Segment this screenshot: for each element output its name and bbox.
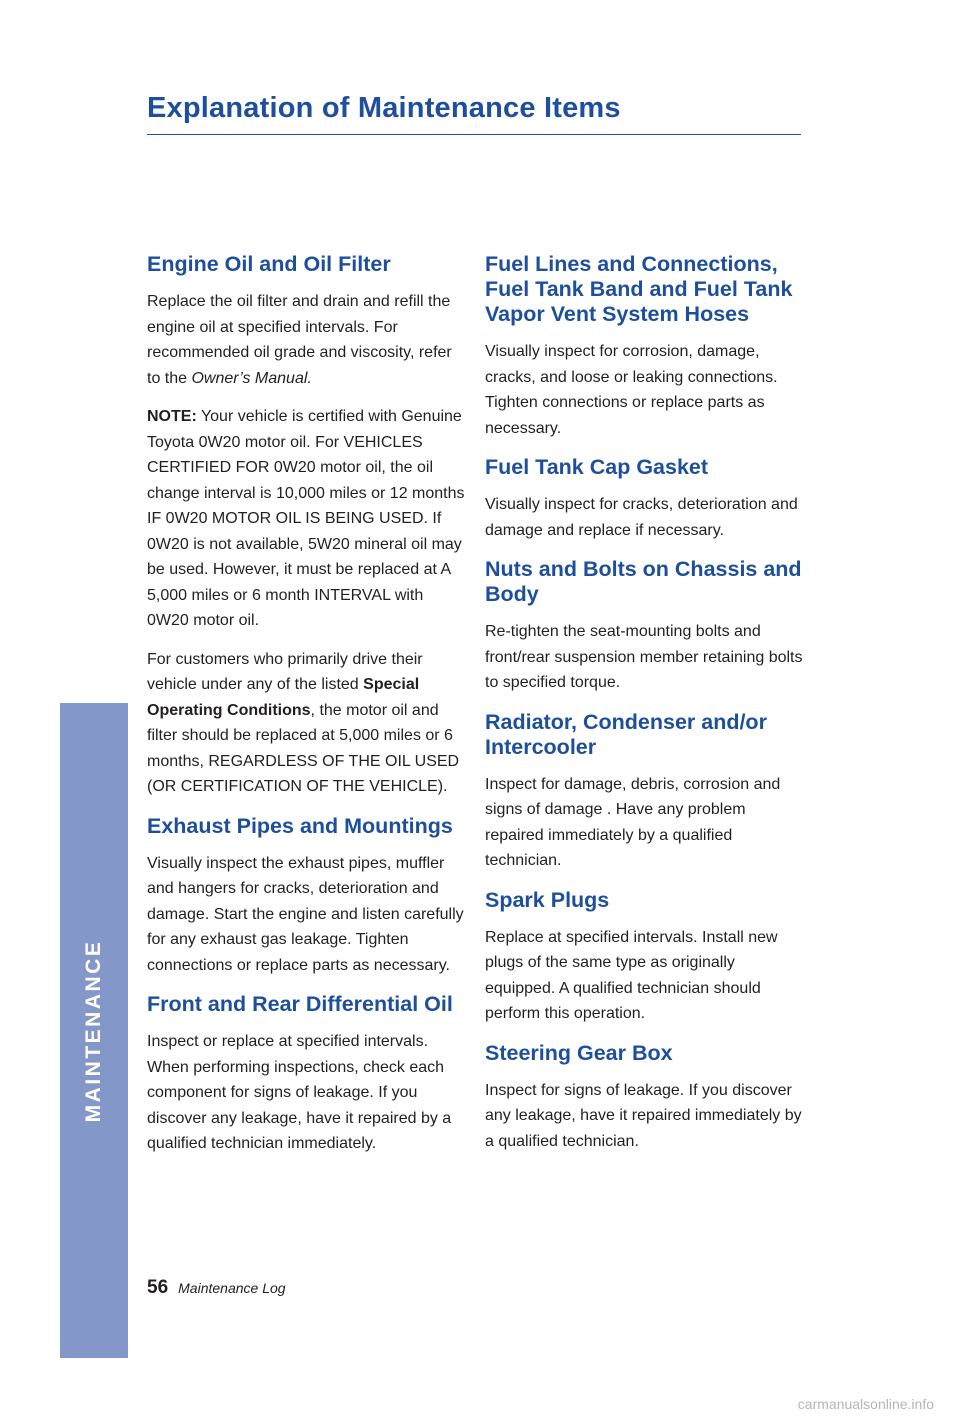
watermark: carmanualsonline.info [797,1396,934,1412]
right-column [485,252,803,1168]
page-number: 56 [147,1277,169,1298]
paragraph-text: For customers who primarily drive their vehicle under any of the listed [147,650,423,693]
paragraph-text: Replace the oil filter and drain and refill the engine oil at specified intervals. For recommended oil grade and viscosity, refer to the [147,293,452,387]
section-title: Radiator, Condenser and/or Intercooler [485,709,767,759]
note-text: Your vehicle is certified with Genuine Toyota 0W20 motor oil. For VEHICLES CERTIFIED FOR 0W20 motor oil, the oil change interval is 10,000 miles or 12 months IF 0W20 MOTOR OIL IS BEING USED. If 0W20 is not available, 5W20 mineral oil may be used. However, it must be replaced at A 5,000 miles or 6 month INTERVAL with 0W20 motor oil. [147,408,465,629]
section-engine-oil [147,252,465,800]
section-title: Engine Oil and Oil Filter [147,252,391,276]
title-divider [147,134,801,135]
section-title: Fuel Lines and Connections, Fuel Tank Band and Fuel Tank Vapor Vent System Hoses [485,252,793,326]
section-fuel-lines [485,252,803,441]
note-label: NOTE: [147,408,197,425]
section-radiator [485,710,803,874]
section-title: Fuel Tank Cap Gasket [485,455,709,479]
section-spark-plugs [485,888,803,1027]
page-footer [147,1277,286,1299]
section-paragraph: Visually inspect for corrosion, damage, cracks, and loose or leaking connections. Tighten connections or replace parts as necessary. [485,343,778,437]
side-tab [60,703,128,1358]
section-paragraph [147,289,465,391]
footer-label: Maintenance Log [178,1280,286,1296]
section-paragraph: Inspect or replace at specified intervals. When performing inspections, check each component for signs of leakage. If you discover any leakage, have it repaired by a qualified technician immediately. [147,1033,452,1152]
section-steering [485,1041,803,1155]
section-paragraph [147,647,465,800]
section-paragraph: Visually inspect for cracks, deterioration and damage and replace if necessary. [485,496,798,539]
side-tab-label: MAINTENANCE [82,939,105,1122]
note-paragraph [147,404,465,634]
section-exhaust [147,814,465,979]
section-differential [147,992,465,1157]
section-paragraph: Re-tighten the seat-mounting bolts and front/rear suspension member retaining bolts to specified torque. [485,623,803,691]
section-nuts-bolts [485,557,803,696]
section-title: Steering Gear Box [485,1040,673,1065]
section-title: Spark Plugs [485,887,610,912]
section-title: Nuts and Bolts on Chassis and Body [485,557,802,606]
section-paragraph: Inspect for signs of leakage. If you discover any leakage, have it repaired immediately by a qualified technician. [485,1081,802,1150]
section-title: Front and Rear Differential Oil [147,992,453,1016]
paragraph-text: , the motor oil and filter should be replaced at 5,000 miles or 6 months, REGARDLESS OF THE OIL USED (OR CERTIFICATION OF THE VEHICLE). [147,701,460,795]
owners-manual-ref: Owner’s Manual. [191,369,312,387]
section-title: Exhaust Pipes and Mountings [147,813,453,838]
page-title: Explanation of Maintenance Items [147,92,621,124]
section-paragraph: Replace at specified intervals. Install new plugs of the same type as originally equipped. A qualified technician should perform this operation. [485,928,778,1022]
section-fuel-cap [485,455,803,543]
left-column [147,252,465,1171]
section-paragraph: Visually inspect the exhaust pipes, muffler and hangers for cracks, deterioration and damage. Start the engine and listen carefully for any exhaust gas leakage. Tighten connections or replace parts as necessary. [147,854,464,974]
section-paragraph: Inspect for damage, debris, corrosion and signs of damage . Have any problem repaired immediately by a qualified technician. [485,775,781,869]
special-operating-conditions: Special Operating Conditions [147,676,420,719]
